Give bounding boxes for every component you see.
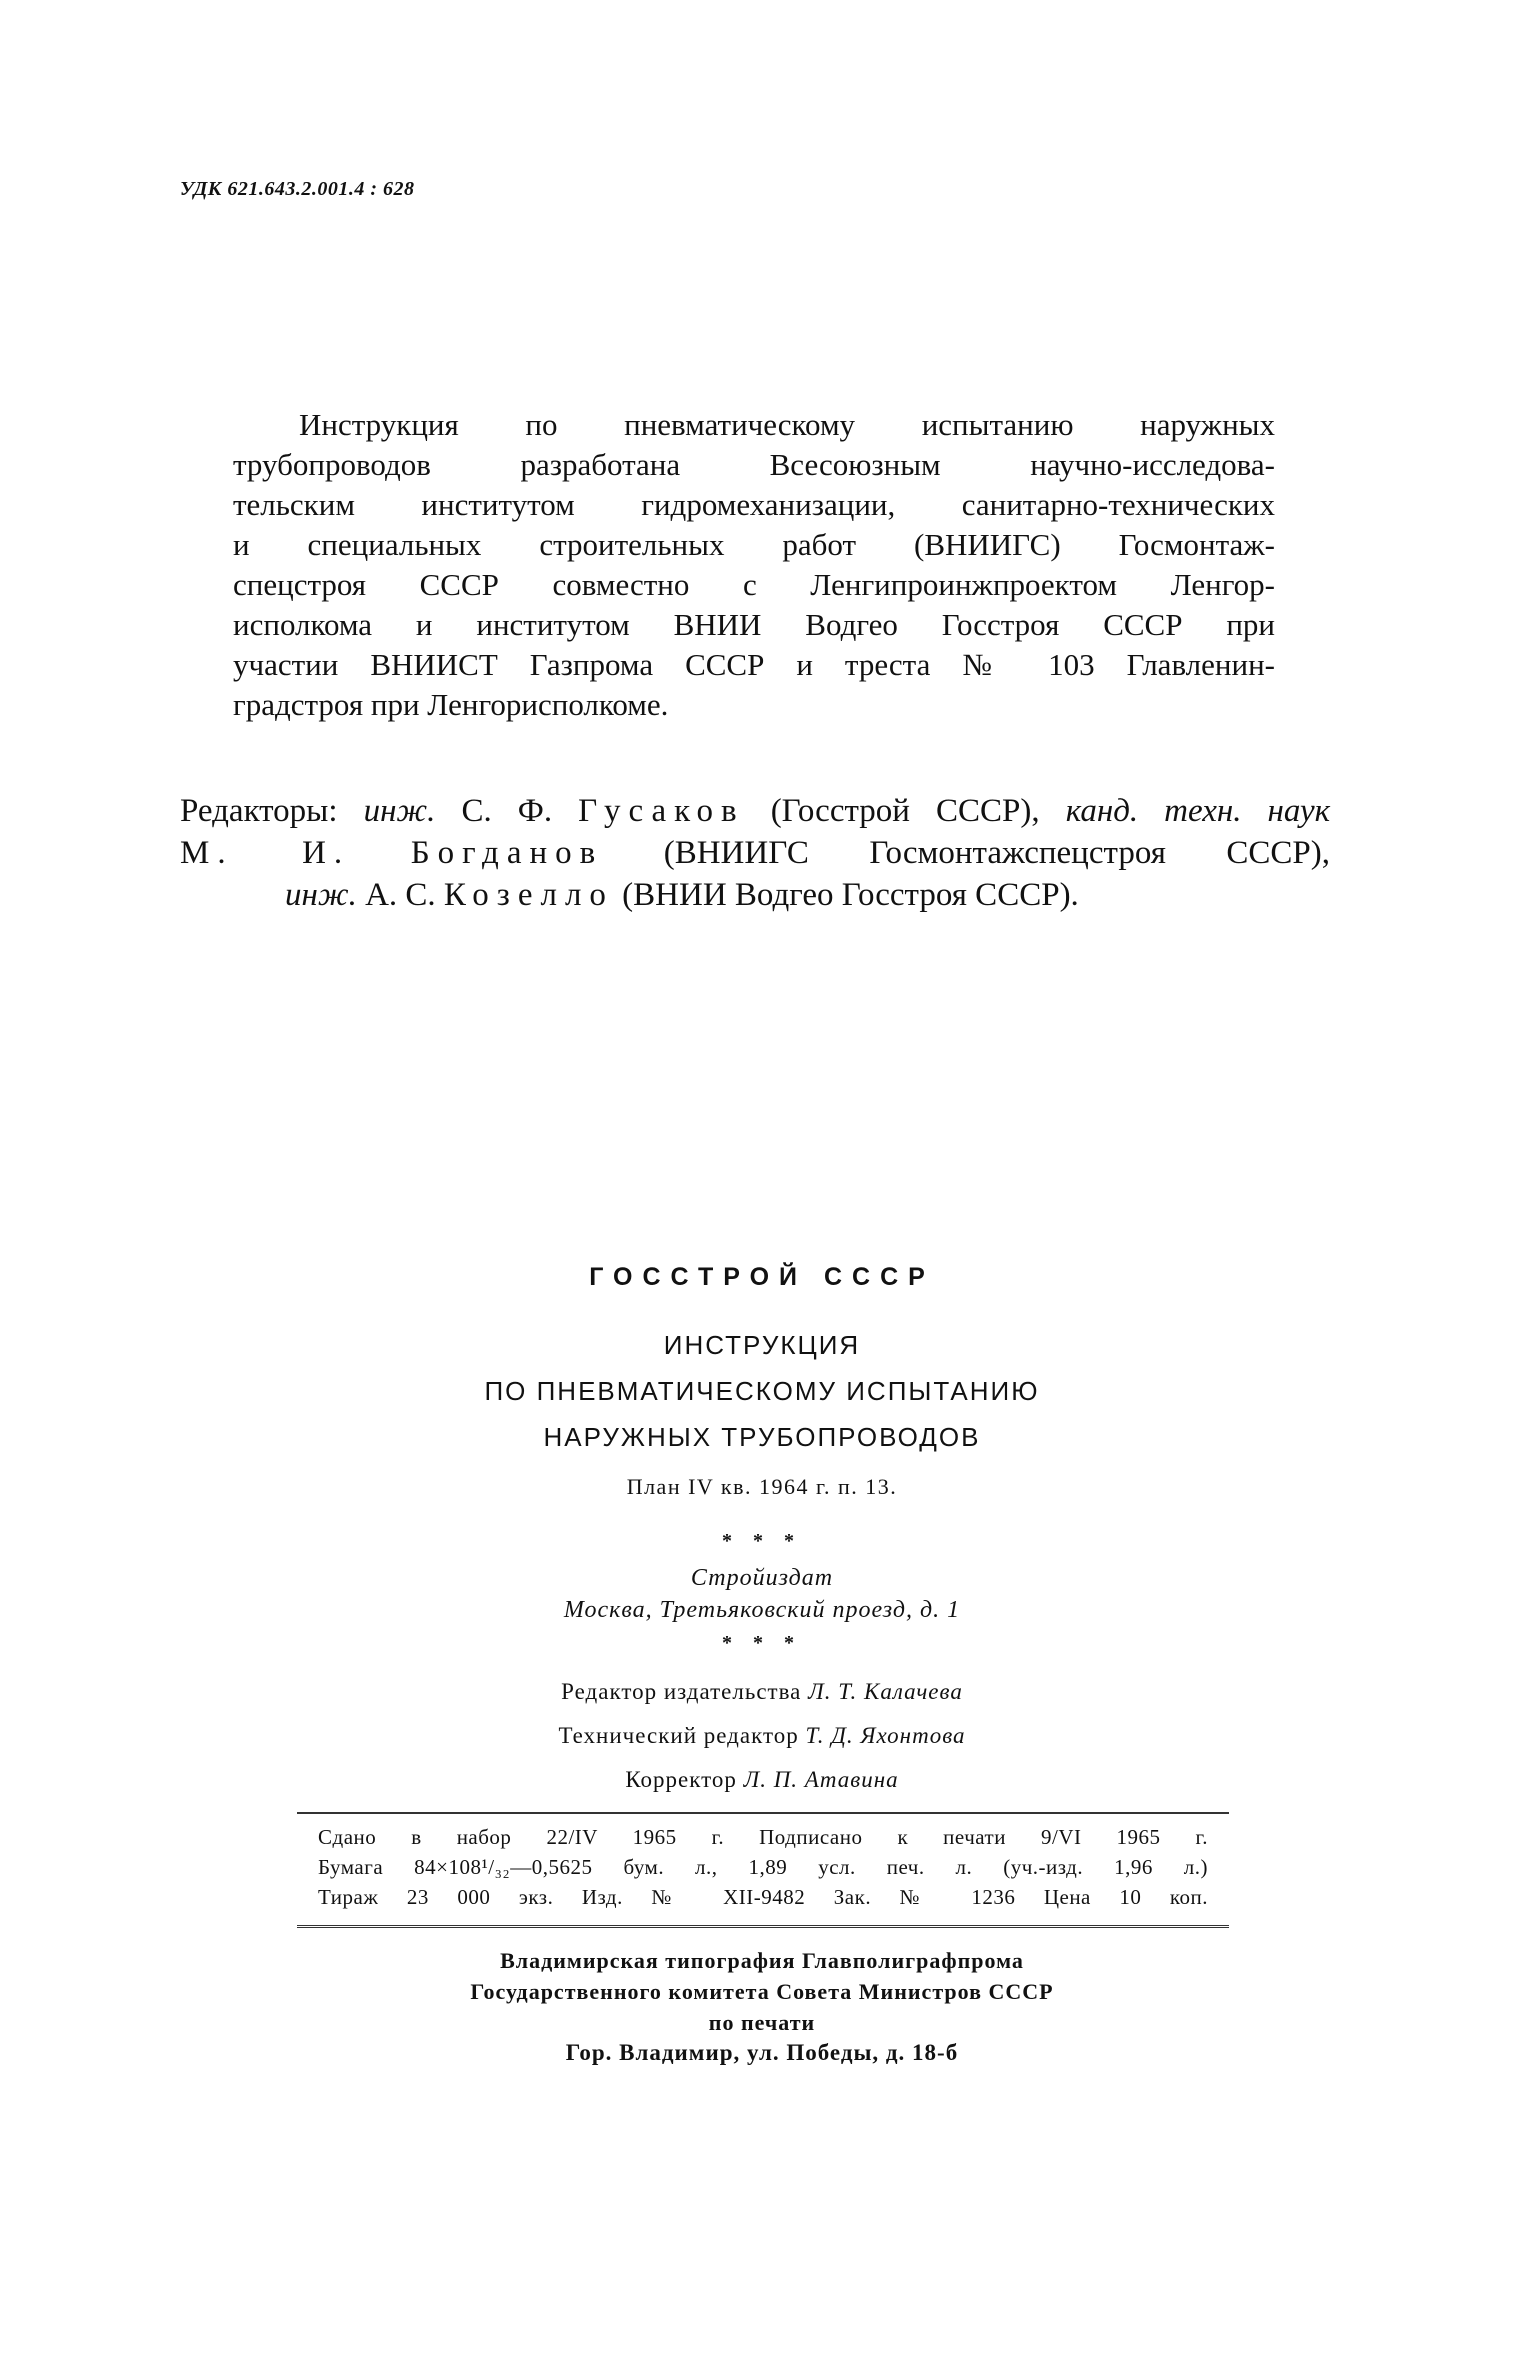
- typography-line: Владимирская типография Главполиграфпрома: [500, 1948, 1024, 1973]
- plan-line: План IV кв. 1964 г. п. 13.: [626, 1474, 898, 1499]
- staff-role: Технический редактор: [558, 1723, 799, 1748]
- title-line: ПО ПНЕВМАТИЧЕСКОМУ ИСПЫТАНИЮ: [484, 1376, 1040, 1406]
- intro-line: тельским институтом гидромеханизации, санитарно-технических: [233, 487, 1275, 522]
- staff-role: Редактор издательства: [561, 1679, 802, 1704]
- staff-row: [300, 1670, 1224, 1714]
- editor-org: (ВНИИ Водгео Госстроя СССР).: [622, 877, 1079, 913]
- organization-heading: ГОССТРОЙ СССР: [589, 1263, 935, 1291]
- intro-line: Инструкция по пневматическому испытанию наружных: [299, 407, 1275, 442]
- editors-row: [180, 832, 1330, 874]
- intro-line: спецстроя СССР совместно с Ленгипроинжпроектом Ленгор-: [233, 567, 1275, 602]
- publisher-name: Стройиздат: [690, 1565, 834, 1591]
- staff-role: Корректор: [625, 1767, 737, 1792]
- editors-label: Редакторы:: [180, 793, 338, 829]
- intro-line: и специальных строительных работ (ВНИИГС) Госмонтаж-: [233, 527, 1275, 562]
- editor-initials: М. И.: [180, 835, 351, 871]
- editor-title: инж.: [285, 877, 357, 913]
- staff-name: Л. П. Атавина: [743, 1767, 899, 1792]
- title-line: НАРУЖНЫХ ТРУБОПРОВОДОВ: [543, 1422, 981, 1452]
- title-line: ИНСТРУКЦИЯ: [663, 1330, 861, 1360]
- intro-line: градстроя при Ленгорисполкоме.: [233, 687, 669, 722]
- editor-initials: С. Ф.: [461, 793, 553, 829]
- divider-rule: [297, 1925, 1229, 1928]
- udk-code: УДК 621.643.2.001.4 : 628: [180, 178, 415, 200]
- staff-block: [300, 1670, 1224, 1802]
- publisher-block: [300, 1562, 1224, 1626]
- print-info-block: [318, 1822, 1208, 1912]
- editors-row: [180, 790, 1330, 832]
- editor-surname: Козелло: [443, 877, 614, 913]
- editors-block: [180, 790, 1330, 916]
- staff-row: [300, 1714, 1224, 1758]
- editor-title: инж.: [363, 793, 436, 829]
- print-info-line: Тираж 23 000 экз. Изд. № XII-9482 Зак. № 1236 Цена 10 коп.: [318, 1885, 1208, 1909]
- intro-line: участии ВНИИСТ Газпрома СССР и треста № 103 Главленин-: [233, 647, 1275, 682]
- printer-address: Гор. Владимир, ул. Победы, д. 18-б: [565, 2040, 959, 2065]
- divider-rule: [297, 1812, 1229, 1814]
- intro-line: исполкома и институтом ВНИИ Водгео Госстроя СССР при: [233, 607, 1275, 642]
- publisher-address: Москва, Третьяковский проезд, д. 1: [563, 1597, 961, 1623]
- staff-name: Т. Д. Яхонтова: [805, 1723, 966, 1748]
- typography-block: [300, 1945, 1224, 2038]
- print-info-line: Бумага 84×108¹/₃₂—0,5625 бум. л., 1,89 усл. печ. л. (уч.-изд. 1,96 л.): [318, 1855, 1208, 1879]
- staff-name: Л. Т. Калачева: [808, 1679, 963, 1704]
- editor-title: канд. техн. наук: [1065, 793, 1331, 829]
- editors-row: [180, 874, 1330, 916]
- typography-line: по печати: [708, 2010, 816, 2035]
- separator-stars: * * *: [722, 1632, 802, 1654]
- staff-row: [300, 1758, 1224, 1802]
- editor-org: (Госстрой СССР),: [770, 793, 1040, 829]
- document-title: [300, 1322, 1224, 1460]
- editor-surname: Богданов: [410, 835, 604, 871]
- intro-line: трубопроводов разработана Всесоюзным научно-исследова-: [233, 447, 1275, 482]
- intro-paragraph: [233, 405, 1275, 725]
- print-info-line: Сдано в набор 22/IV 1965 г. Подписано к печати 9/VI 1965 г.: [318, 1825, 1208, 1849]
- separator-stars: * * *: [722, 1530, 802, 1552]
- editor-org: (ВНИИГС Госмонтажспецстроя СССР),: [663, 835, 1330, 871]
- typography-line: Государственного комитета Совета Министров СССР: [470, 1979, 1054, 2004]
- editor-surname: Гусаков: [578, 793, 745, 829]
- editor-initials: А. С.: [365, 877, 436, 913]
